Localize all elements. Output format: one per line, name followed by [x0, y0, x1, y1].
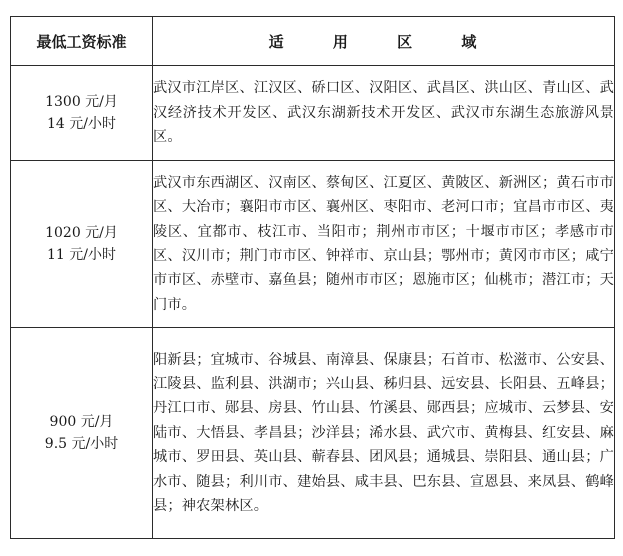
table-row — [11, 161, 615, 328]
wage-standard-cell — [11, 161, 153, 328]
wage-table-container — [10, 16, 614, 544]
wage-standard-cell — [11, 66, 153, 161]
applicable-areas-cell: 武汉市东西湖区、汉南区、蔡甸区、江夏区、黄陂区、新洲区；黄石市市区、大冶市；襄阳市市区、襄州区、枣阳市、老河口市；宜昌市市区、夷陵区、宜都市、枝江市、当阳市；荆州市市区；十堰市市区；孝感市市区、汉川市；荆门市市区、钟祥市、京山县；鄂州市；黄冈市市区；咸宁市市区、赤壁市、嘉鱼县；随州市市区；恩施市区；仙桃市；潜江市；天门市。 — [153, 161, 615, 328]
header-standard: 最低工资标准 — [11, 17, 153, 66]
applicable-areas-cell: 武汉市江岸区、江汉区、硚口区、汉阳区、武昌区、洪山区、青山区、武汉经济技术开发区、武汉东湖新技术开发区、武汉市东湖生态旅游风景区。 — [153, 66, 615, 161]
hourly-wage: 9.5 元/小时 — [44, 436, 119, 452]
minimum-wage-table — [10, 16, 615, 539]
wage-standard-cell — [11, 328, 153, 539]
table-row — [11, 328, 615, 539]
table-row — [11, 66, 615, 161]
hourly-wage: 11 元/小时 — [47, 247, 116, 263]
monthly-wage: 1020 元/月 — [45, 225, 118, 241]
applicable-areas-cell: 阳新县；宜城市、谷城县、南漳县、保康县；石首市、松滋市、公安县、江陵县、监利县、洪湖市；兴山县、秭归县、远安县、长阳县、五峰县；丹江口市、郧县、房县、竹山县、竹溪县、郧西县；应城市、云梦县、安陆市、大悟县、孝昌县；沙洋县；浠水县、武穴市、黄梅县、红安县、麻城市、罗田县、英山县、蕲春县、团风县；通城县、崇阳县、通山县；广水市、随县；利川市、建始县、咸丰县、巴东县、宣恩县、来凤县、鹤峰县；神农架林区。 — [153, 328, 615, 539]
header-areas: 适 用 区 域 — [153, 17, 615, 66]
header-row — [11, 17, 615, 66]
monthly-wage: 900 元/月 — [49, 414, 114, 430]
hourly-wage: 14 元/小时 — [47, 116, 116, 132]
monthly-wage: 1300 元/月 — [45, 94, 118, 110]
